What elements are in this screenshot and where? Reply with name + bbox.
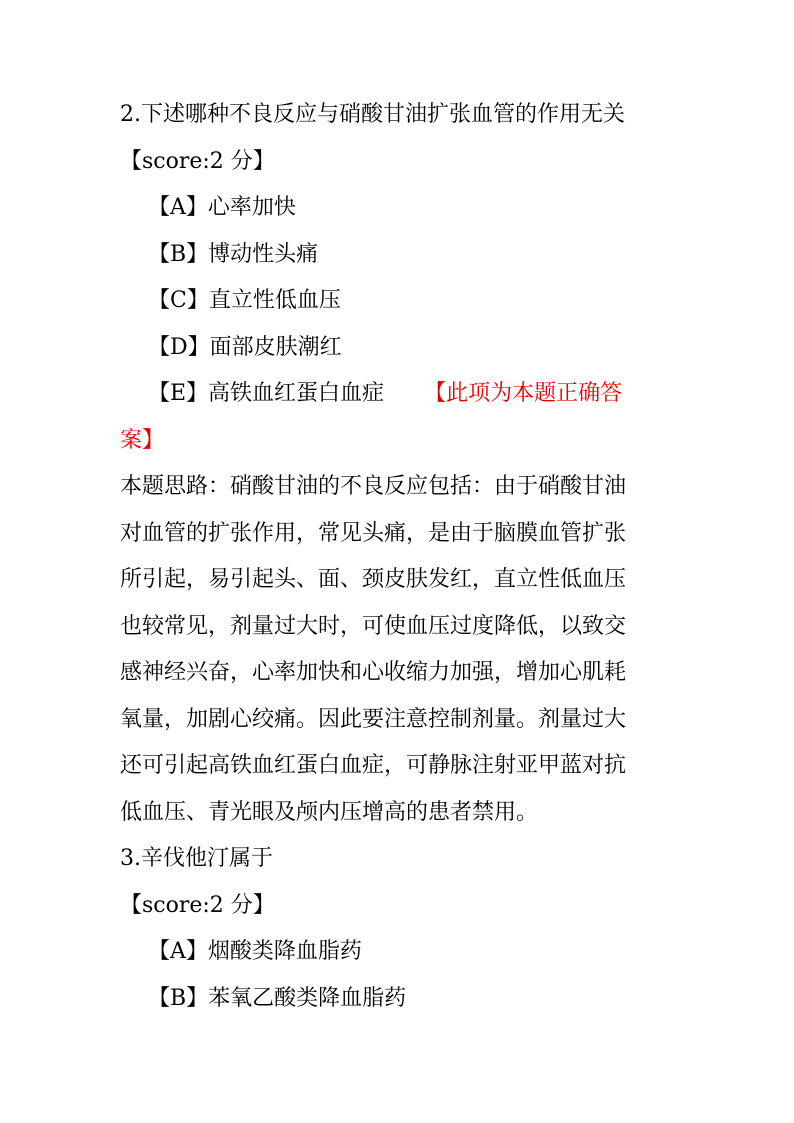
- explanation-line: 也较常见，剂量过大时，可使血压过度降低，以致交: [120, 613, 627, 639]
- question-2-option-e: 【E】高铁血红蛋白血症: [148, 381, 385, 406]
- document-page: [120, 92, 680, 1022]
- correct-answer-marker: 【此项为本题正确答: [424, 381, 623, 406]
- explanation-line: 对血管的扩张作用，常见头痛，是由于脑膜血管扩张: [120, 520, 627, 546]
- question-2-score: 【score:2 分】: [120, 148, 275, 174]
- question-3-option-b: 【B】苯氧乙酸类降血脂药: [148, 985, 407, 1011]
- question-2-title: 2.下述哪种不良反应与硝酸甘油扩张血管的作用无关: [120, 102, 625, 127]
- explanation-line: 感神经兴奋，心率加快和心收缩力加强，增加心肌耗: [120, 660, 627, 685]
- explanation-line: 本题思路：硝酸甘油的不良反应包括：由于硝酸甘油: [120, 474, 627, 499]
- question-3-score: 【score:2 分】: [120, 892, 275, 918]
- question-2-option-c: 【C】直立性低血压: [148, 288, 341, 313]
- question-2-option-d: 【D】面部皮肤潮红: [148, 334, 342, 360]
- explanation-line: 氧量，加剧心绞痛。因此要注意控制剂量。剂量过大: [120, 706, 627, 732]
- question-2-option-a: 【A】心率加快: [148, 195, 296, 220]
- explanation-line: 所引起，易引起头、面、颈皮肤发红，直立性低血压: [120, 567, 627, 592]
- explanation-line: 低血压、青光眼及颅内压增高的患者禁用。: [120, 799, 539, 825]
- question-2-option-b: 【B】博动性头痛: [148, 241, 319, 267]
- explanation-line: 还可引起高铁血红蛋白血症，可静脉注射亚甲蓝对抗: [120, 753, 627, 778]
- question-2-option-e-row: [120, 371, 680, 418]
- question-3-option-a: 【A】烟酸类降血脂药: [148, 939, 362, 964]
- question-3-title: 3.辛伐他汀属于: [120, 846, 273, 871]
- correct-answer-marker-cont: 案】: [120, 427, 165, 453]
